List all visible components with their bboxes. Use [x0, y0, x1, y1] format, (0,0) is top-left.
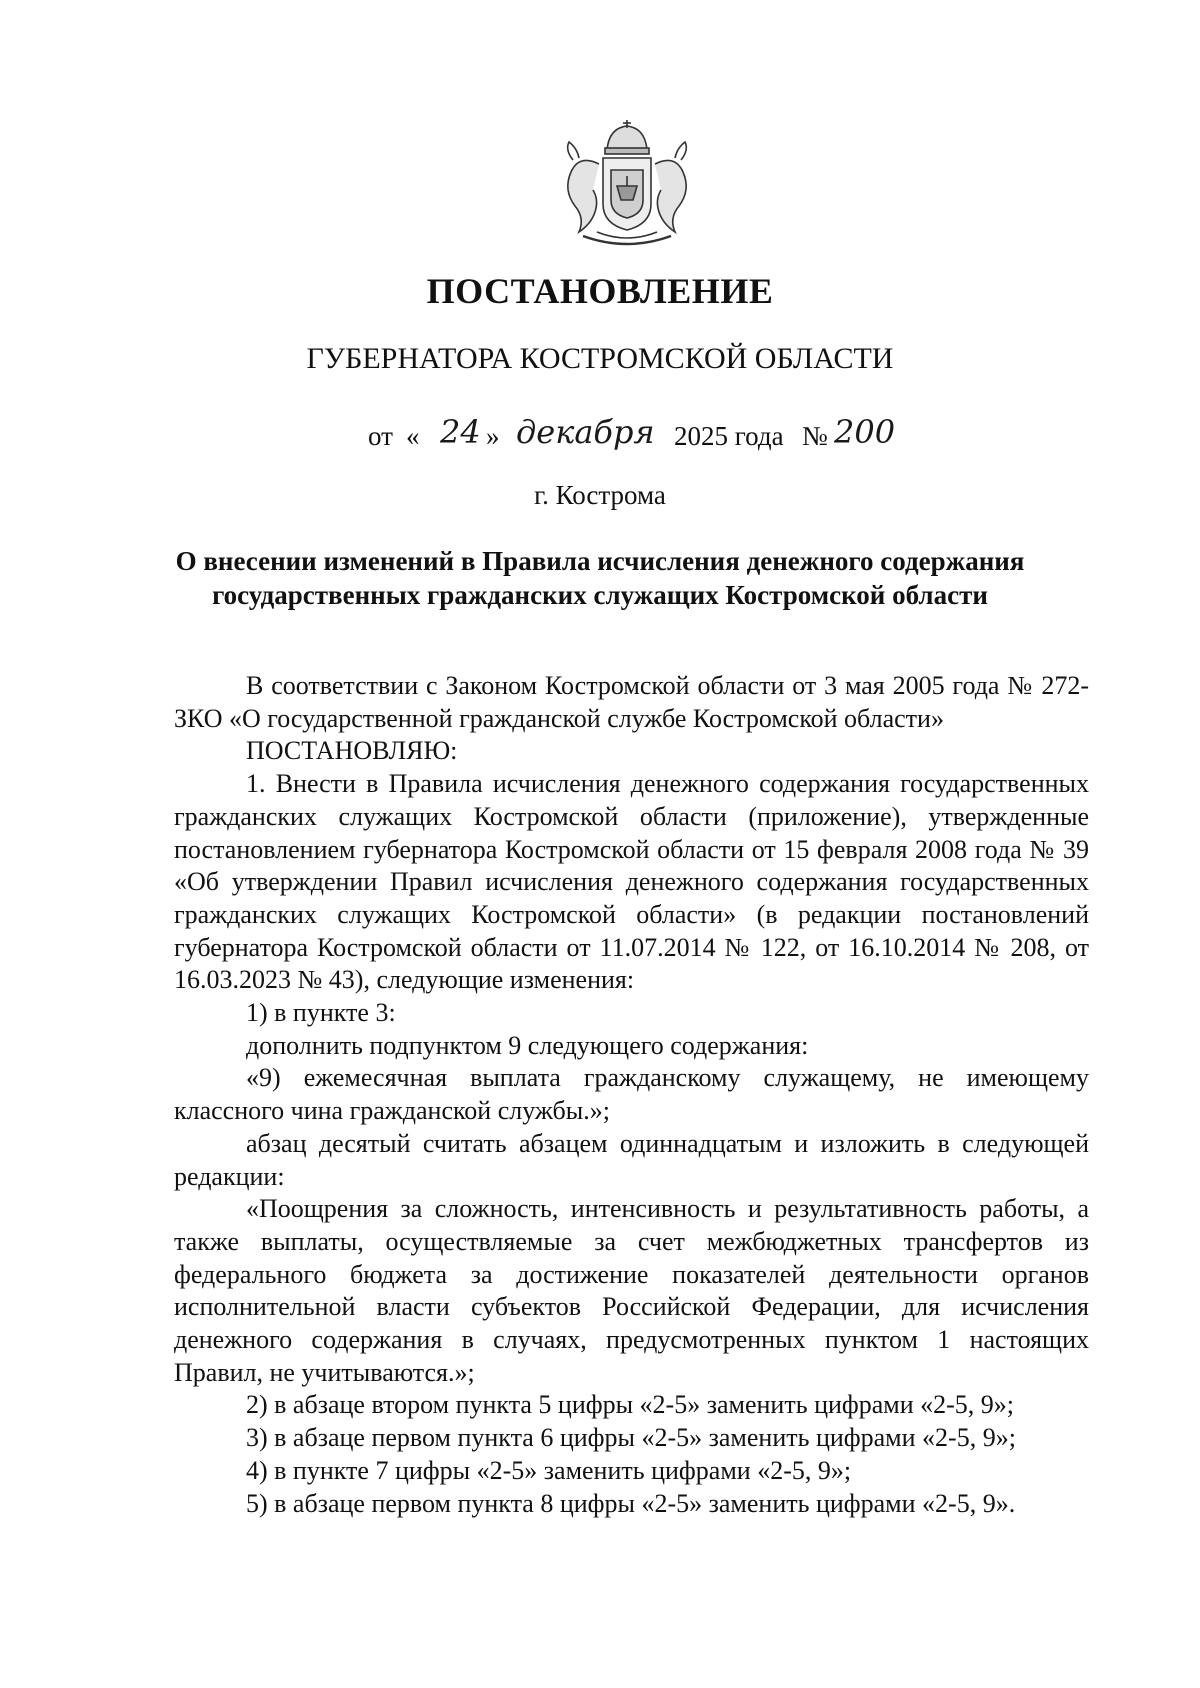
number-sign: №	[802, 421, 828, 451]
clause-1-paragraph: 1. Внести в Правила исчисления денежного содержания государственных гражданских служащих Костромской области (приложение), утвержденные постановлением губернатора Костромской области от 15 февраля 2008 года № 39 «Об утверждении Правил исчисления денежного содержания государственных гражданских служащих Костромской области» (в редакции постановлений губернатора Костромской области от 11.07.2014 № 122, от 16.10.2014 № 208, от 16.03.2023 № 43), следующие изменения:	[174, 769, 1089, 995]
subclause-5: 5) в абзаце первом пункта 8 цифры «2-5» заменить цифрами «2-5, 9».	[246, 1488, 1016, 1518]
subclause-1-new-text: «Поощрения за сложность, интенсивность и результативность работы, а также выплаты, осуществляемые за счет межбюджетных трансфертов из федерального бюджета за достижение показателей деятельности органов исполнительной власти субъектов Российской Федерации, для исчисления денежного содержания в случаях, предусмотренных пунктом 1 настоящих Правил, не учитываются.»;	[174, 1194, 1089, 1387]
subclause-2: 2) в абзаце втором пункта 5 цифры «2-5» заменить цифрами «2-5, 9»;	[246, 1390, 1015, 1420]
handwritten-month: декабря	[516, 413, 655, 451]
subclause-4: 4) в пункте 7 цифры «2-5» заменить цифрами «2-5, 9»;	[246, 1455, 852, 1485]
handwritten-day: 24	[440, 413, 481, 451]
resolution-word: ПОСТАНОВЛЯЮ:	[246, 736, 458, 766]
subclause-1-quote: «9) ежемесячная выплата гражданскому служащему, не имеющему классного чина гражданской службы.»;	[174, 1063, 1089, 1126]
date-prefix: от	[368, 421, 393, 451]
city-line: г. Кострома	[534, 480, 666, 510]
subclause-3: 3) в абзаце первом пункта 6 цифры «2-5» заменить цифрами «2-5, 9»;	[246, 1423, 1016, 1453]
title-line-2: государственных гражданских служащих Костромской области	[212, 580, 988, 610]
issuer-heading: ГУБЕРНАТОРА КОСТРОМСКОЙ ОБЛАСТИ	[306, 342, 894, 375]
preamble-paragraph: В соответствии с Законом Костромской области от 3 мая 2005 года № 272-ЗКО «О государственной гражданской службе Костромской области»	[174, 671, 1089, 733]
document-title	[150, 544, 1050, 612]
coat-of-arms-emblem	[549, 120, 705, 252]
handwritten-number: 200	[834, 413, 896, 451]
document-body	[174, 670, 1089, 1520]
title-line-1: О внесении изменений в Правила исчисления денежного содержания	[175, 546, 1025, 576]
date-close-quote: »	[486, 421, 500, 451]
document-type-heading: ПОСТАНОВЛЕНИЕ	[426, 271, 774, 311]
subclause-1-instruction: дополнить подпунктом 9 следующего содержания:	[246, 1030, 809, 1060]
subclause-1-heading: 1) в пункте 3:	[246, 998, 396, 1028]
subclause-1-paragraph-rename: абзац десятый считать абзацем одиннадцатым и изложить в следующей редакции:	[174, 1128, 1089, 1191]
date-line	[368, 413, 968, 463]
date-year: 2025 года	[674, 421, 784, 451]
date-open-quote: «	[406, 421, 420, 451]
